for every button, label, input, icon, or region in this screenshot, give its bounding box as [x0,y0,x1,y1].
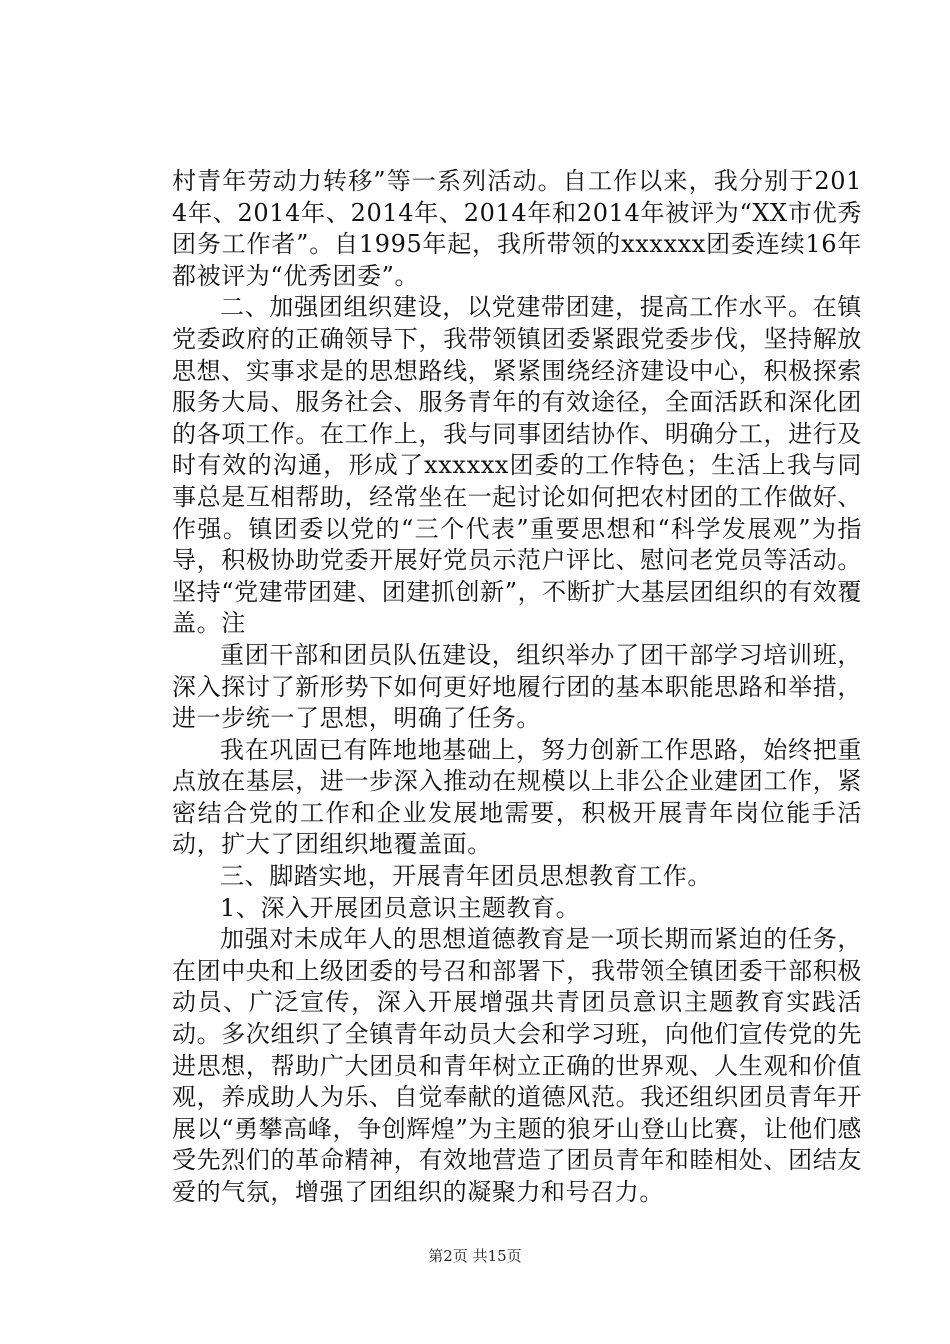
subsection-heading-1: 1、深入开展团员意识主题教育。 [220,893,581,922]
paragraph-2: 二、加强团组织建设，以党建带团建，提高工作水平。在镇党委政府的正确领导下，我带领镇团委紧跟党委步伐，坚持解放思想、实事求是的思想路线，紧紧围绕经济建设中心，积极探索服务大局、服务社会、服务青年的有效途径，全面活跃和深化团的各项工作。在工作上，我与同事团结协作、明确分工，进行及时有效的沟通，形成了xxxxxx团委的工作特色；生活上我与同事总是互相帮助，经常坐在一起讨论如何把农村团的工作做好、作强。镇团委以党的“三个代表”重要思想和“科学发展观”为指导，积极协助党委开展好党员示范户评比、慰问老党员等活动。坚持“党建带团建、团建抓创新”，不断扩大基层团组织的有效覆盖。注 [172,293,862,638]
section-heading-3: 三、脚踏实地，开展青年团员思想教育工作。 [220,862,712,891]
paragraph-3: 重团干部和团员队伍建设，组织举办了团干部学习培训班，深入探讨了新形势下如何更好地履行团的基本职能思路和举措，进一步统一了思想，明确了任务。 [172,640,862,733]
paragraph-7: 加强对未成年人的思想道德教育是一项长期而紧迫的任务，在团中央和上级团委的号召和部署下，我带领全镇团委干部积极动员、广泛宣传，深入开展增强共青团员意识主题教育实践活动。多次组织了全镇青年动员大会和学习班，向他们宣传党的先进思想，帮助广大团员和青年树立正确的世界观、人生观和价值观，养成助人为乐、自觉奉献的道德风范。我还组织团员青年开展以“勇攀高峰，争创辉煌”为主题的狼牙山登山比赛，让他们感受先烈们的革命精神，有效地营造了团员青年和睦相处、团结友爱的气氛，增强了团组织的凝聚力和号召力。 [172,925,862,1206]
paragraph-1: 村青年劳动力转移”等一系列活动。自工作以来，我分别于2014年、2014年、2014年、2014年和2014年被评为“XX市优秀团务工作者”。自1995年起，我所带领的xxxxxx团委连续16年都被评为“优秀团委”。 [172,167,862,290]
paragraph-4: 我在巩固已有阵地地基础上，努力创新工作思路，始终把重点放在基层，进一步深入推动在规模以上非公企业建团工作，紧密结合党的工作和企业发展地需要，积极开展青年岗位能手活动，扩大了团组织地覆盖面。 [172,735,862,859]
document-body [172,166,862,1209]
page-number-footer: 第2页 共15页 [428,1247,522,1265]
